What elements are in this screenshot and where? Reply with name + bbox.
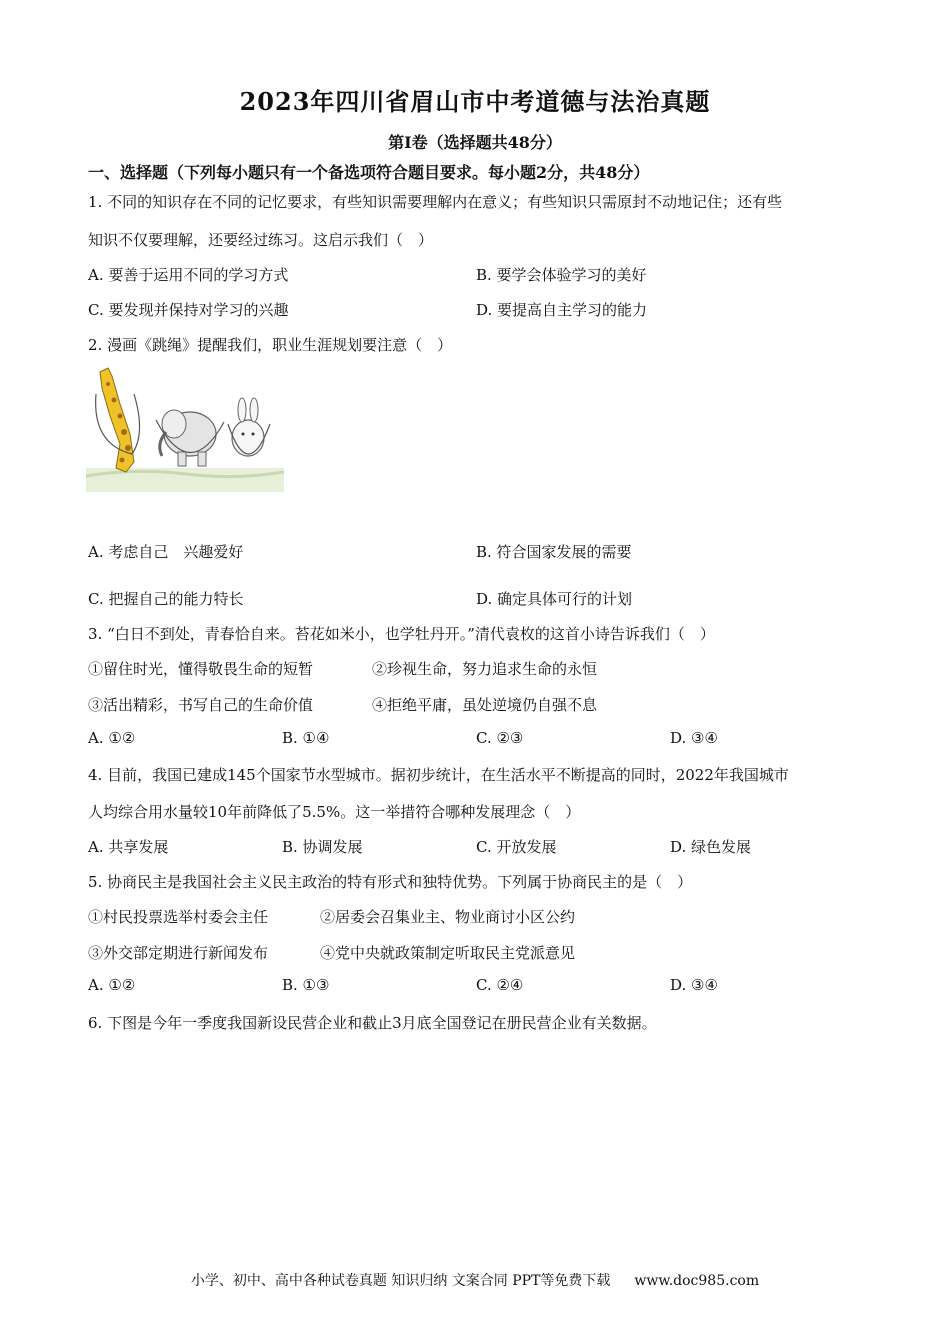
- q4-stem-line1: 4. 目前，我国已建成145个国家节水型城市。据初步统计，在生活水平不断提高的同时，2022年我国城市: [88, 766, 789, 784]
- page-title: 2023年四川省眉山市中考道德与法治真题: [239, 87, 711, 116]
- footer-text: 小学、初中、高中各种试卷真题 知识归纳 文案合同 PPT等免费下载: [190, 1273, 611, 1289]
- q5-option-b: B. ①③: [282, 976, 330, 994]
- q4-option-d: D. 绿色发展: [670, 838, 752, 856]
- q2-stem: 2. 漫画《跳绳》提醒我们，职业生涯规划要注意（ ）: [88, 336, 453, 354]
- q5-statement-1: ①村民投票选举村委会主任: [88, 908, 269, 926]
- q5-option-d: D. ③④: [670, 976, 718, 994]
- q3-stem: 3. “白日不到处，青春恰自来。苔花如米小，也学牡丹开。”清代袁枚的这首小诗告诉我们（ ）: [88, 625, 715, 643]
- q5-statement-4: ④党中央就政策制定听取民主党派意见: [320, 944, 576, 962]
- q4-option-b: B. 协调发展: [282, 838, 363, 856]
- q4-option-c: C. 开放发展: [476, 838, 557, 856]
- part-heading: 第I卷（选择题共48分）: [388, 133, 562, 152]
- q5-statement-3: ③外交部定期进行新闻发布: [88, 944, 269, 962]
- q3-option-c: C. ②③: [476, 729, 524, 747]
- jump-rope-cartoon-image: [86, 364, 284, 492]
- q2-option-d: D. 确定具体可行的计划: [476, 590, 633, 608]
- q3-statement-4: ④拒绝平庸，虽处逆境仍自强不息: [372, 696, 598, 714]
- q3-option-d: D. ③④: [670, 729, 718, 747]
- q2-option-c: C. 把握自己的能力特长: [88, 590, 244, 608]
- q1-option-c: C. 要发现并保持对学习的兴趣: [88, 301, 289, 319]
- q1-stem-line1: 1. 不同的知识存在不同的记忆要求，有些知识需要理解内在意义；有些知识只需原封不动地记住；还有些: [88, 193, 783, 211]
- section-heading: 一、选择题（下列每小题只有一个备选项符合题目要求。每小题2分，共48分）: [88, 163, 650, 182]
- q2-option-a: A. 考虑自己 兴趣爱好: [88, 543, 244, 561]
- footer-url[interactable]: www.doc985.com: [634, 1273, 760, 1289]
- q3-statement-1: ①留住时光，懂得敬畏生命的短暂: [88, 660, 314, 678]
- q4-stem-line2: 人均综合用水量较10年前降低了5.5%。这一举措符合哪种发展理念（ ）: [88, 803, 581, 821]
- q2-option-b: B. 符合国家发展的需要: [476, 543, 632, 561]
- q3-option-b: B. ①④: [282, 729, 330, 747]
- q3-statement-3: ③活出精彩，书写自己的生命价值: [88, 696, 314, 714]
- q5-option-c: C. ②④: [476, 976, 524, 994]
- q1-stem-line2: 知识不仅要理解，还要经过练习。这启示我们（ ）: [88, 231, 434, 249]
- q5-statement-2: ②居委会召集业主、物业商讨小区公约: [320, 908, 576, 926]
- q4-option-a: A. 共享发展: [88, 838, 169, 856]
- page-footer: [0, 1270, 950, 1290]
- q1-option-d: D. 要提高自主学习的能力: [476, 301, 648, 319]
- q3-statement-2: ②珍视生命，努力追求生命的永恒: [372, 660, 598, 678]
- q1-option-a: A. 要善于运用不同的学习方式: [88, 266, 289, 284]
- q5-stem: 5. 协商民主是我国社会主义民主政治的特有形式和独特优势。下列属于协商民主的是（ ）: [88, 873, 693, 891]
- q6-stem: 6. 下图是今年一季度我国新设民营企业和截止3月底全国登记在册民营企业有关数据。: [88, 1014, 657, 1032]
- q3-option-a: A. ①②: [88, 729, 136, 747]
- q1-option-b: B. 要学会体验学习的美好: [476, 266, 647, 284]
- q5-option-a: A. ①②: [88, 976, 136, 994]
